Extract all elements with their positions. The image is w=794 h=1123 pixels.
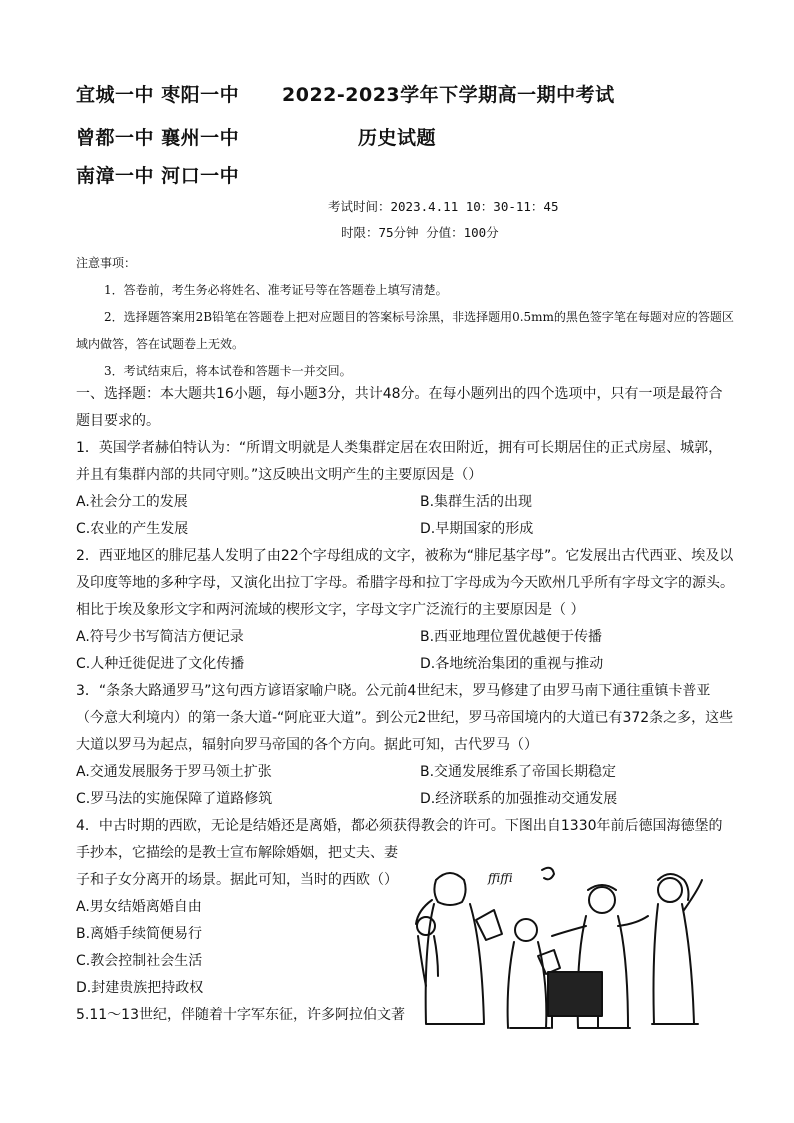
manuscript-illustration xyxy=(414,860,710,1032)
question-4-stem-line-1: 4．中古时期的西欧，无论是结婚还是离婚，都必须获得教会的许可。下图出自1330年前后德国海德堡的 xyxy=(76,818,723,834)
q3-option-c[interactable]: C.罗马法的实施保障了道路修筑 xyxy=(76,791,273,807)
priest-head xyxy=(589,887,615,913)
q1-option-b[interactable]: B.集群生活的出现 xyxy=(420,494,533,510)
question-3-options-row-2 xyxy=(76,786,736,813)
q4-option-a[interactable]: A.男女结婚离婚自由 xyxy=(76,899,202,915)
wife-figure xyxy=(652,904,698,1024)
schools-row-2: 曾都一中 襄州一中 xyxy=(76,127,240,149)
exam-time: 考试时间：2023.4.11 10：30-11：45 xyxy=(328,199,559,214)
wife-head xyxy=(658,878,682,902)
note-item: 3．考试结束后，将本试卷和答题卡一并交回。 xyxy=(104,364,352,378)
section-heading: 一、选择题：本大题共16小题，每小题3分，共计48分。在每小题列出的四个选项中，只有一项是最符合题目要求的。 xyxy=(76,386,723,429)
schools-row-1: 宜城一中 枣阳一中 xyxy=(76,84,240,106)
exam-limits: 时限：75分钟 分值：100分 xyxy=(341,225,499,240)
q4-option-b[interactable]: B.离婚手续简便易行 xyxy=(76,926,203,942)
notes-title: 注意事项： xyxy=(76,256,137,270)
question-3-stem: 3．“条条大路通罗马”这句西方谚语家喻户晓。公元前4世纪末，罗马修建了由罗马南下通往重镇卡普亚（今意大利境内）的第一条大道-“阿庇亚大道”。到公元2世纪，罗马帝国境内的大道已有372条之多，这些大道以罗马为起点，辐射向罗马帝国的各个方向。据此可知，古代罗马（） xyxy=(76,683,734,753)
q3-option-b[interactable]: B.交通发展维系了帝国长期稳定 xyxy=(420,764,617,780)
q1-option-a[interactable]: A.社会分工的发展 xyxy=(76,494,188,510)
notes-block xyxy=(76,250,736,385)
q3-option-a[interactable]: A.交通发展服务于罗马领土扩张 xyxy=(76,764,272,780)
q1-option-d[interactable]: D.早期国家的形成 xyxy=(420,521,534,537)
q2-option-d[interactable]: D.各地统治集团的重视与推动 xyxy=(420,656,604,672)
subject-title: 历史试题 xyxy=(358,127,437,149)
child-head xyxy=(417,917,435,935)
question-4-stem-line-3: 子和子女分离开的场景。据此可知，当时的西欧（） xyxy=(76,872,398,888)
note-item: 1．答卷前，考生务必将姓名、准考证号等在答题卷上填写清楚。 xyxy=(104,283,448,297)
question-4-stem-line-2: 手抄本，它描绘的是教士宣布解除婚姻，把丈夫、妻 xyxy=(76,845,398,861)
question-1-options-row-2 xyxy=(76,516,736,543)
exam-title: 2022-2023学年下学期高一期中考试 xyxy=(282,84,615,106)
question-2-options-row-2 xyxy=(76,651,736,678)
schools-row-3: 南漳一中 河口一中 xyxy=(76,165,240,187)
note-item: 2．选择题答案用2B铅笔在答题卷上把对应题目的答案标号涂黑，非选择题用0.5mm的黑色签字笔在每题对应的答题区域内做答，答在试题卷上无效。 xyxy=(76,310,734,351)
svg-text:ffiffi: ffiffi xyxy=(488,871,513,885)
q4-option-c[interactable]: C.教会控制社会生活 xyxy=(76,953,203,969)
q3-option-d[interactable]: D.经济联系的加强推动交通发展 xyxy=(420,791,618,807)
question-3-options-row-1 xyxy=(76,759,736,786)
question-1-options-row-1 xyxy=(76,489,736,516)
question-2-stem: 2．西亚地区的腓尼基人发明了由22个字母组成的文字，被称为“腓尼基字母”。它发展出古代西亚、埃及以及印度等地的多种字母，又演化出拉丁字母。希腊字母和拉丁字母成为今天欧州几乎所有字母文字的源头。相比于埃及象形文字和两河流域的楔形文字，字母文字广泛流行的主要原因是（ ） xyxy=(76,548,734,618)
q1-option-c[interactable]: C.农业的产生发展 xyxy=(76,521,189,537)
question-2-options-row-1 xyxy=(76,624,736,651)
q4-option-d[interactable]: D.封建贵族把持政权 xyxy=(76,980,204,996)
question-5-stem-partial: 5.11～13世纪，伴随着十字军东征，许多阿拉伯文著 xyxy=(76,1007,405,1023)
q2-option-c[interactable]: C.人种迁徙促进了文化传播 xyxy=(76,656,245,672)
middle-child-head xyxy=(515,919,537,941)
q2-option-b[interactable]: B.西亚地理位置优越便于传播 xyxy=(420,629,603,645)
q2-option-a[interactable]: A.符号少书写简洁方便记录 xyxy=(76,629,244,645)
question-1-stem: 1．英国学者赫伯特认为：“所谓文明就是人类集群定居在农田附近，拥有可长期居住的正式房屋、城郭，并且有集群内部的共同守则。”这反映出文明产生的主要原因是（） xyxy=(76,440,723,483)
husband-figure xyxy=(434,873,465,905)
